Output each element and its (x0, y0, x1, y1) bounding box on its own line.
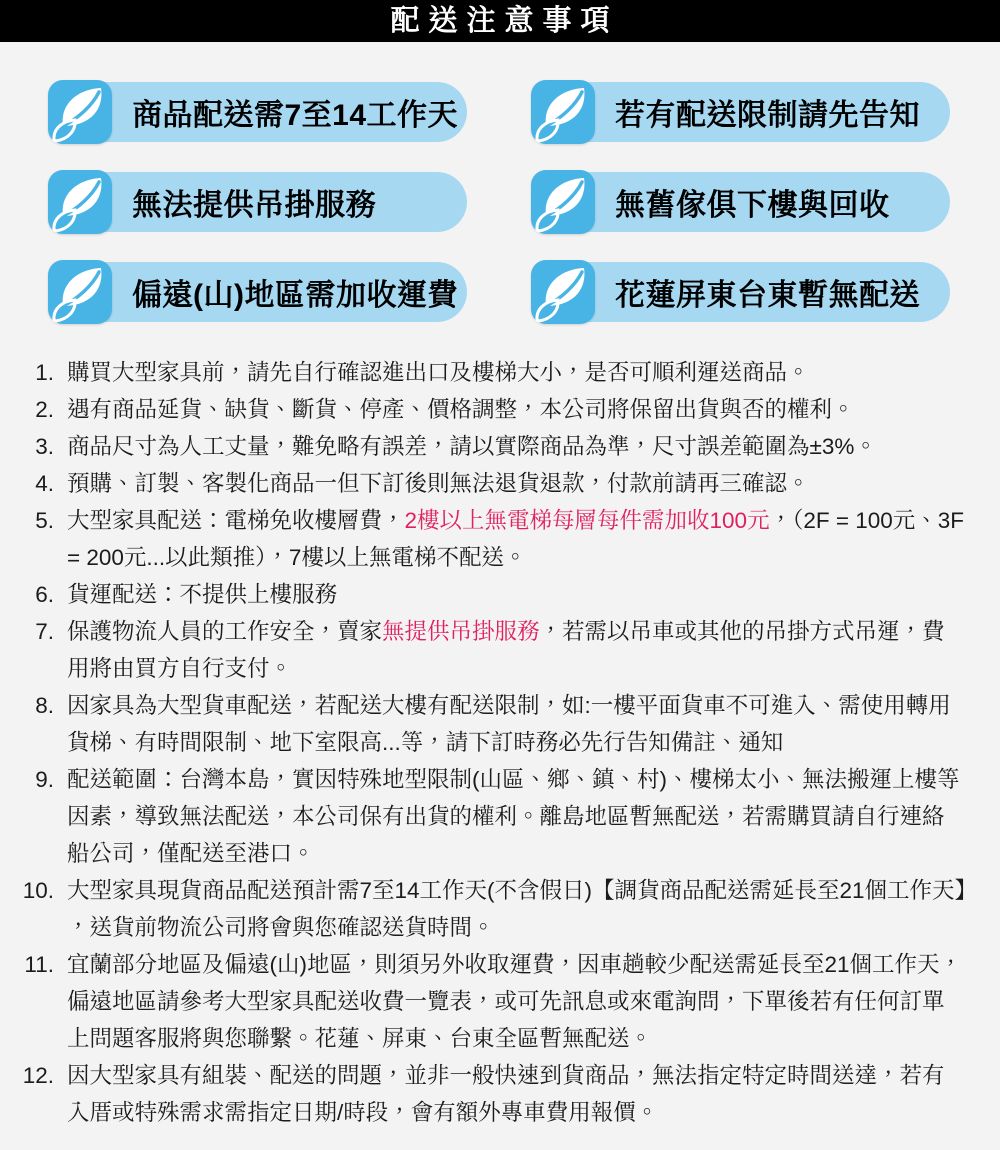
note-text (67, 1057, 966, 1131)
note-item (10, 576, 966, 613)
note-number: 12. (22, 1063, 54, 1088)
badge-remote-area-fee (48, 262, 467, 322)
highlighted-text: 2樓以上無電梯每層每件需加收100元 (404, 508, 770, 533)
note-item (10, 354, 966, 391)
badge-grid (0, 42, 1000, 322)
note-item (10, 687, 966, 761)
leaf-icon (531, 260, 595, 324)
leaf-icon (531, 80, 595, 144)
note-item (10, 1057, 966, 1131)
note-text (67, 872, 966, 946)
note-number: 5. (35, 508, 54, 533)
badge-no-delivery-regions (531, 262, 950, 322)
text-segment: ，若需以吊車或其他的吊掛方式吊運，費用將由買方自行支付。 (67, 619, 945, 681)
note-text (67, 354, 966, 391)
note-text (67, 391, 966, 428)
note-text (67, 465, 966, 502)
note-item (10, 613, 966, 687)
highlighted-text: 無提供吊掛服務 (382, 619, 540, 644)
badge-label: 無法提供吊掛服務 (132, 189, 376, 222)
note-number: 3. (35, 434, 54, 459)
note-item (10, 465, 966, 502)
text-segment: 配送範圍：台灣本島，實因特殊地型限制(山區、鄉、鎮、村)、樓梯太小、無法搬運上樓等因素，導致無法配送，本公司保有出貨的權利。離島地區暫無配送，若需購買請自行連絡船公司，僅配送至港口。 (67, 767, 960, 866)
note-number: 6. (35, 582, 54, 607)
note-text (67, 576, 966, 613)
note-text (67, 761, 966, 872)
note-item (10, 946, 966, 1057)
note-item (10, 502, 966, 576)
badge-label: 花蓮屏東台東暫無配送 (615, 279, 920, 312)
note-text (67, 613, 966, 687)
note-item (10, 761, 966, 872)
note-item (10, 391, 966, 428)
badge-no-hoisting (48, 172, 467, 232)
note-number: 9. (35, 767, 54, 792)
page-header (0, 0, 1000, 42)
note-number: 4. (35, 471, 54, 496)
badge-no-old-furniture-removal (531, 172, 950, 232)
note-text (67, 946, 966, 1057)
leaf-icon (48, 260, 112, 324)
note-text (67, 687, 966, 761)
note-text (67, 428, 966, 465)
page-title: 配送注意事項 (390, 4, 619, 37)
leaf-icon (48, 170, 112, 234)
text-segment: 預購、訂製、客製化商品一但下訂後則無法退貨退款，付款前請再三確認。 (67, 471, 810, 496)
text-segment: 因大型家具有組裝、配送的問題，並非一般快速到貨商品，無法指定特定時間送達，若有入厝或特殊需求需指定日期/時段，會有額外專車費用報價。 (67, 1063, 945, 1125)
text-segment: 貨運配送：不提供上樓服務 (67, 582, 338, 607)
badge-label: 偏遠(山)地區需加收運費 (132, 279, 458, 312)
text-segment: 大型家具配送：電梯免收樓層費， (67, 508, 405, 533)
text-segment: 因家具為大型貨車配送，若配送大樓有配送限制，如:一樓平面貨車不可進入、需使用轉用貨梯、有時間限制、地下室限高...等，請下訂時務必先行告知備註、通知 (67, 693, 951, 755)
badge-label: 無舊傢俱下樓與回收 (615, 189, 890, 222)
note-item (10, 872, 966, 946)
badge-delivery-days (48, 82, 467, 142)
text-segment: ，（2F = 100元、3F = 200元...以此類推），7樓以上無電梯不配送。 (67, 508, 965, 570)
note-number: 10. (22, 878, 54, 903)
text-segment: 商品尺寸為人工丈量，難免略有誤差，請以實際商品為準，尺寸誤差範圍為±3%。 (67, 434, 877, 459)
note-number: 2. (35, 397, 54, 422)
note-number: 11. (24, 952, 54, 977)
note-number: 7. (35, 619, 54, 644)
leaf-icon (531, 170, 595, 234)
note-number: 8. (35, 693, 54, 718)
text-segment: 購買大型家具前，請先自行確認進出口及樓梯大小，是否可順利運送商品。 (67, 360, 810, 385)
badge-label: 若有配送限制請先告知 (615, 99, 920, 132)
leaf-icon (48, 80, 112, 144)
text-segment: 宜蘭部分地區及偏遠(山)地區，則須另外收取運費，因車趟較少配送需延長至21個工作天，偏遠地區請參考大型家具配送收費一覽表，或可先訊息或來電詢問，下單後若有任何訂單上問題客服將與您聯繫。花蓮、屏東、台東全區暫無配送。 (67, 952, 963, 1051)
note-text (67, 502, 966, 576)
note-number: 1. (35, 360, 54, 385)
text-segment: 遇有商品延貨、缺貨、斷貨、停產、價格調整，本公司將保留出貨與否的權利。 (67, 397, 855, 422)
note-item (10, 428, 966, 465)
text-segment: 保護物流人員的工作安全，賣家 (67, 619, 383, 644)
badge-label: 商品配送需7至14工作天 (132, 99, 459, 132)
badge-delivery-limit-notice (531, 82, 950, 142)
text-segment: 大型家具現貨商品配送預計需7至14工作天(不含假日)【調貨商品配送需延長至21個工作天】，送貨前物流公司將會與您確認送貨時間。 (67, 878, 966, 940)
notes-list (0, 354, 1000, 1149)
